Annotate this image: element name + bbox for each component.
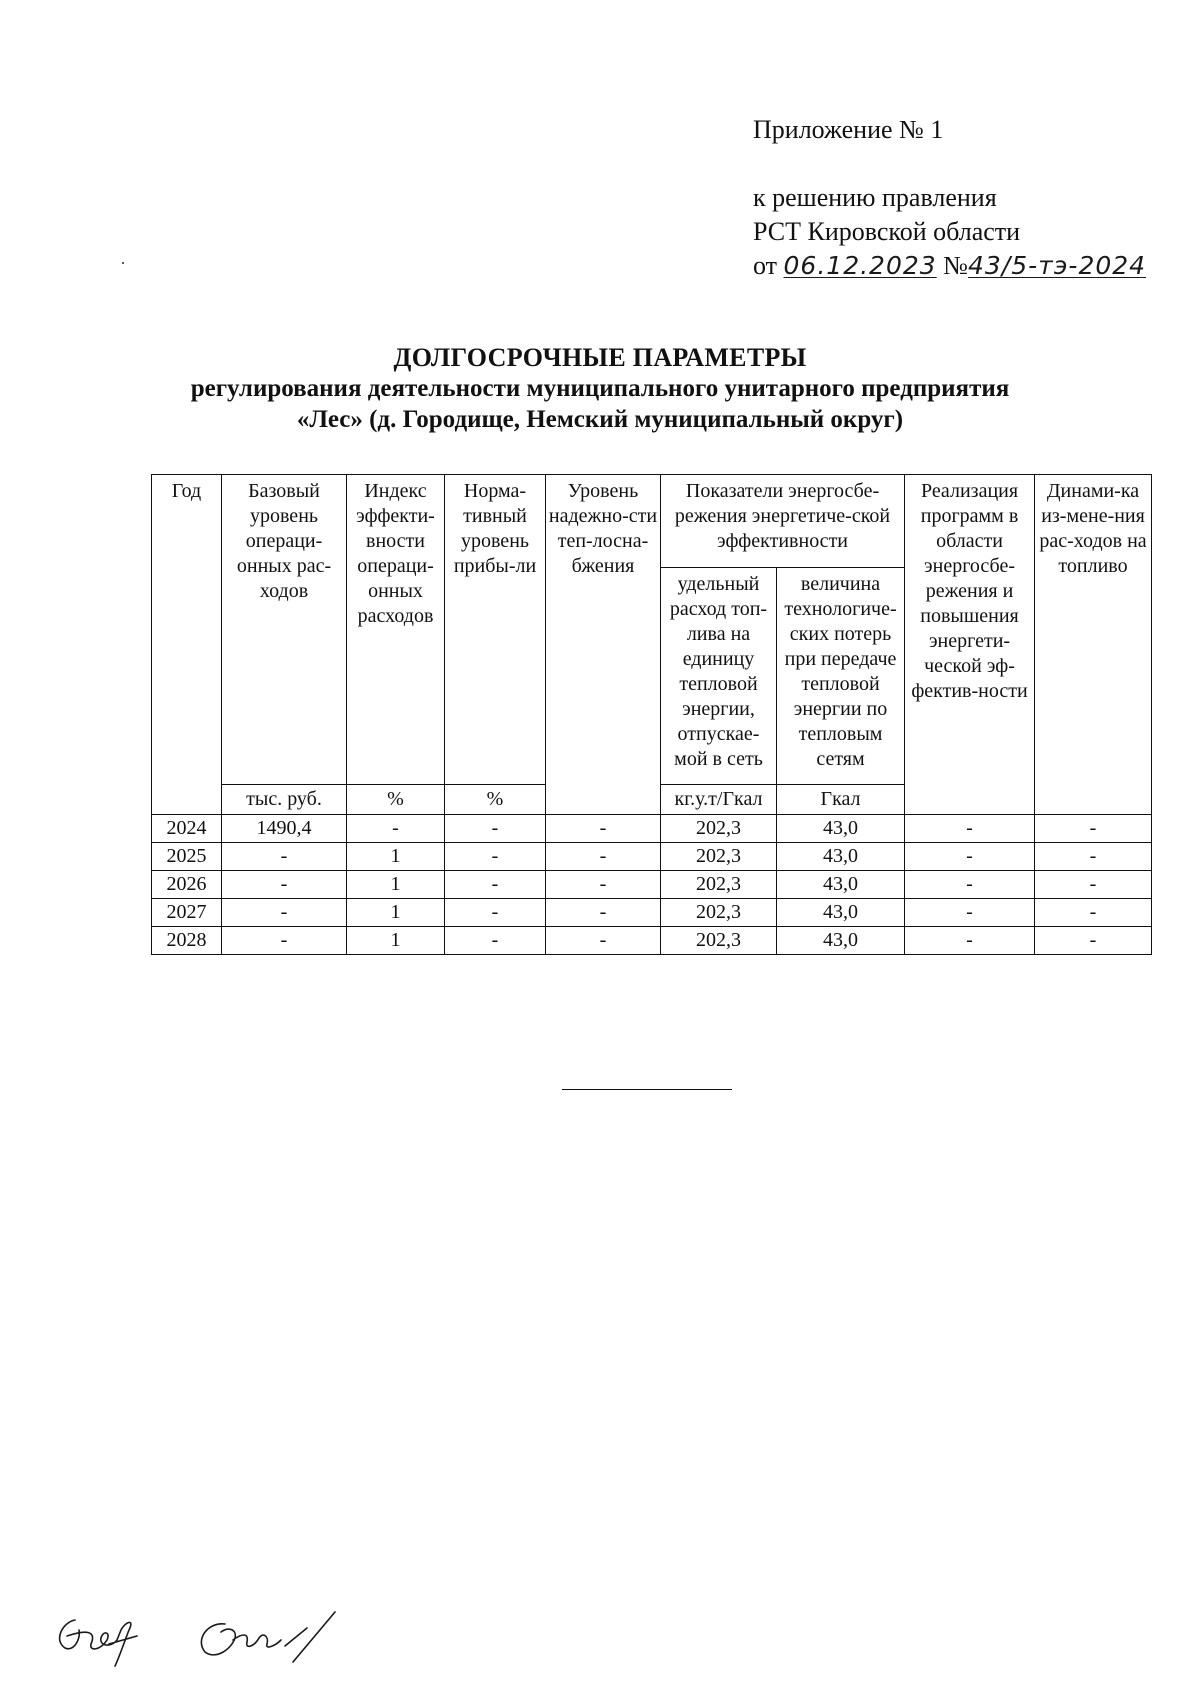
header-reliability: Уровень надежно-сти теп-лосна-бжения xyxy=(546,475,661,815)
cell-reliability: - xyxy=(546,871,661,899)
cell-specific-fuel: 202,3 xyxy=(661,815,777,843)
from-label: от xyxy=(753,251,778,280)
appendix-number: Приложение № 1 xyxy=(753,115,944,144)
unit-efficiency-index: % xyxy=(347,785,445,815)
unit-base-costs: тыс. руб. xyxy=(222,785,347,815)
cell-programs: - xyxy=(905,871,1035,899)
cell-base-costs: - xyxy=(222,899,347,927)
handwritten-date: 06.12.2023 xyxy=(783,251,937,280)
header-efficiency-index: Индекс эффекти-вности операци-онных расходов xyxy=(347,475,445,785)
header-losses: величина технологиче-ских потерь при передаче тепловой энергии по тепловым сетям xyxy=(777,568,905,785)
title-line-2: регулирования деятельности муниципального унитарного предприятия xyxy=(190,375,1010,402)
cell-profit-level: - xyxy=(445,899,546,927)
cell-year: 2026 xyxy=(152,871,222,899)
appendix-block xyxy=(753,113,1146,283)
cell-specific-fuel: 202,3 xyxy=(661,899,777,927)
cell-profit-level: - xyxy=(445,927,546,955)
cell-losses: 43,0 xyxy=(777,815,905,843)
handwritten-number: 43/5-тэ-2024 xyxy=(967,251,1147,280)
cell-fuel-dynamics: - xyxy=(1035,815,1152,843)
cell-programs: - xyxy=(905,815,1035,843)
cell-efficiency-index: - xyxy=(347,815,445,843)
appendix-decision-line: к решению правления xyxy=(753,183,997,212)
cell-losses: 43,0 xyxy=(777,843,905,871)
cell-efficiency-index: 1 xyxy=(347,899,445,927)
number-label: № xyxy=(943,251,968,280)
document-title xyxy=(0,342,1200,435)
header-programs: Реализация программ в области энергосбе-режения и повышения энергети-ческой эф-фектив-ности xyxy=(905,475,1035,815)
cell-programs: - xyxy=(905,843,1035,871)
cell-reliability: - xyxy=(546,815,661,843)
header-specific-fuel: удельный расход топ-лива на единицу тепловой энергии, отпускае-мой в сеть xyxy=(661,568,777,785)
cell-base-costs: - xyxy=(222,843,347,871)
table-row xyxy=(152,899,1152,927)
signature-1 xyxy=(60,1620,137,1666)
table-row xyxy=(152,871,1152,899)
cell-efficiency-index: 1 xyxy=(347,871,445,899)
header-row-1 xyxy=(152,475,1152,568)
cell-year: 2028 xyxy=(152,927,222,955)
cell-fuel-dynamics: - xyxy=(1035,843,1152,871)
cell-specific-fuel: 202,3 xyxy=(661,927,777,955)
cell-reliability: - xyxy=(546,843,661,871)
unit-profit-level: % xyxy=(445,785,546,815)
cell-specific-fuel: 202,3 xyxy=(661,871,777,899)
cell-programs: - xyxy=(905,927,1035,955)
table-row xyxy=(152,843,1152,871)
title-main: ДОЛГОСРОЧНЫЕ ПАРАМЕТРЫ xyxy=(393,343,807,372)
cell-profit-level: - xyxy=(445,815,546,843)
title-line-3: «Лес» (д. Городище, Немский муниципальный округ) xyxy=(296,406,904,433)
cell-fuel-dynamics: - xyxy=(1035,927,1152,955)
appendix-authority-line: РСТ Кировской области xyxy=(753,217,1021,246)
parameters-table xyxy=(151,474,1152,955)
appendix-date-number-line xyxy=(753,249,1146,283)
cell-fuel-dynamics: - xyxy=(1035,871,1152,899)
scan-speck xyxy=(122,262,124,264)
cell-losses: 43,0 xyxy=(777,927,905,955)
cell-efficiency-index: 1 xyxy=(347,843,445,871)
cell-reliability: - xyxy=(546,899,661,927)
cell-profit-level: - xyxy=(445,871,546,899)
end-of-document-line xyxy=(562,1089,732,1090)
cell-reliability: - xyxy=(546,927,661,955)
header-energy-saving-group: Показатели энергосбе-режения энергетиче-ской эффективности xyxy=(661,475,905,568)
header-profit-level: Норма-тивный уровень прибы-ли xyxy=(445,475,546,785)
header-year: Год xyxy=(152,475,222,815)
unit-specific-fuel: кг.у.т/Гкал xyxy=(661,785,777,815)
cell-year: 2024 xyxy=(152,815,222,843)
cell-base-costs: 1490,4 xyxy=(222,815,347,843)
signature-2 xyxy=(201,1612,335,1662)
cell-losses: 43,0 xyxy=(777,899,905,927)
unit-losses: Гкал xyxy=(777,785,905,815)
table-row xyxy=(152,815,1152,843)
cell-base-costs: - xyxy=(222,927,347,955)
table-row xyxy=(152,927,1152,955)
cell-base-costs: - xyxy=(222,871,347,899)
cell-efficiency-index: 1 xyxy=(347,927,445,955)
cell-specific-fuel: 202,3 xyxy=(661,843,777,871)
header-base-costs: Базовый уровень операци-онных рас-ходов xyxy=(222,475,347,785)
cell-year: 2025 xyxy=(152,843,222,871)
cell-fuel-dynamics: - xyxy=(1035,899,1152,927)
cell-year: 2027 xyxy=(152,899,222,927)
cell-programs: - xyxy=(905,899,1035,927)
handwritten-signatures xyxy=(45,1600,405,1670)
cell-losses: 43,0 xyxy=(777,871,905,899)
header-fuel-dynamics: Динами-ка из-мене-ния рас-ходов на топливо xyxy=(1035,475,1152,815)
cell-profit-level: - xyxy=(445,843,546,871)
